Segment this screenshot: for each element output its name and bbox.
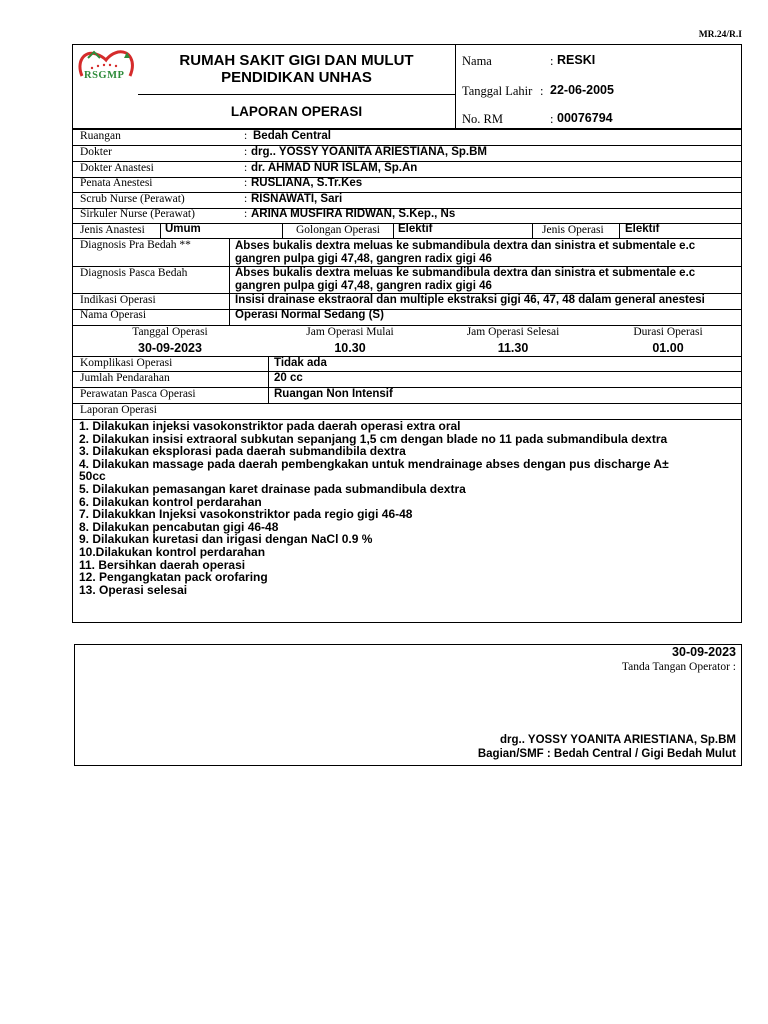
report-line: 2. Dilakukan insisi extraoral subkutan sepanjang 1,5 cm dengan blade no 11 pada submandibula dextra [79,431,668,446]
patient-rm-sep: : [550,112,554,126]
indication-value: Insisi drainase ekstraoral dan multiple ekstraksi gigi 46, 47, 48 dalam general anestesi [235,294,705,306]
anesthesia-type-label: Jenis Anastesi [80,224,145,236]
start-time-value: 10.30 [334,341,366,355]
anesthetist-value: dr. AHMAD NUR ISLAM, Sp.An [251,162,418,174]
hospital-name-line1: RUMAH SAKIT GIGI DAN MULUT [179,52,414,69]
patient-dob: 22-06-2005 [550,83,614,97]
rule [72,403,742,404]
rule [282,223,283,238]
logo-text: RSGMP [84,70,125,81]
operation-date-value: 30-09-2023 [138,341,202,355]
pre-op-diagnosis-line1: Abses bukalis dextra meluas ke submandibula dextra dan sinistra et submentale e.c [235,240,696,252]
operation-name-label: Nama Operasi [80,309,147,321]
header-divider [455,44,456,129]
rule [160,223,161,238]
operation-group-label: Golongan Operasi [296,224,380,236]
anesthetist-label: Dokter Anastesi [80,162,154,174]
anesth-nurse-sep: : [244,177,248,189]
report-line: 5. Dilakukan pemasangan karet drainase pada submandibula dextra [79,481,466,496]
patient-dob-label: Tanggal Lahir [462,84,533,98]
hospital-logo [74,46,138,94]
operation-name-value: Operasi Normal Sedang (S) [235,309,384,321]
patient-name-label: Nama [462,54,492,68]
report-line: 13. Operasi selesai [79,582,188,597]
rule [72,309,742,310]
operator-name: drg.. YOSSY YOANITA ARIESTIANA, Sp.BM [500,734,736,746]
post-care-label: Perawatan Pasca Operasi [80,388,196,400]
patient-dob-sep: : [540,84,544,98]
report-line: 6. Dilakukan kontrol perdarahan [79,494,262,509]
operation-group-value: Elektif [398,223,433,235]
post-op-diagnosis-line2: gangren pulpa gigi 47,48, gangren radix gigi 46 [235,280,492,292]
report-line: 50cc [79,469,106,484]
complication-label: Komplikasi Operasi [80,357,173,369]
anesth-nurse-value: RUSLIANA, S.Tr.Kes [251,177,363,189]
doctor-value: drg.. YOSSY YOANITA ARIESTIANA, Sp.BM [251,146,487,158]
hospital-name-line2: PENDIDIKAN UNHAS [221,69,372,86]
report-line: 8. Dilakukan pencabutan gigi 46-48 [79,519,279,534]
operation-date-label: Tanggal Operasi [132,326,208,338]
room-sep: : [244,130,248,142]
room-value: Bedah Central [253,130,331,142]
report-line: 3. Dilakukan eksplorasi pada daerah submandibila dextra [79,444,406,459]
form-code: MR.24/R.I [698,30,742,40]
report-line: 1. Dilakukan injeksi vasokonstriktor pada daerah operasi extra oral [79,419,461,433]
patient-rm: 00076794 [557,111,613,125]
bleeding-label: Jumlah Pendarahan [80,372,170,384]
patient-name-sep: : [550,54,554,68]
circulating-nurse-sep: : [244,208,248,220]
rule [268,356,269,403]
anesthetist-sep: : [244,162,248,174]
end-time-label: Jam Operasi Selesai [466,326,560,338]
rule [72,177,742,178]
rule [229,238,230,325]
operation-type-value: Elektif [625,223,660,235]
report-line: 7. Dilakukkan Injeksi vasokonstriktor pada regio gigi 46-48 [79,507,413,522]
start-time-label: Jam Operasi Mulai [306,326,394,338]
bleeding-value: 20 cc [274,372,303,384]
rule [72,356,742,357]
post-op-diagnosis-label: Diagnosis Pasca Bedah [80,267,188,279]
signature-date: 30-09-2023 [672,645,736,659]
doctor-label: Dokter [80,146,112,158]
pre-op-diagnosis-line2: gangren pulpa gigi 47,48, gangren radix gigi 46 [235,253,492,265]
scrub-nurse-value: RISNAWATI, Sari [251,193,343,205]
report-title: LAPORAN OPERASI [230,104,363,119]
post-op-diagnosis-line1: Abses bukalis dextra meluas ke submandibula dextra dan sinistra et submentale e.c [235,267,696,279]
indication-label: Indikasi Operasi [80,294,156,306]
anesth-nurse-label: Penata Anestesi [80,177,153,189]
duration-label: Durasi Operasi [633,326,703,338]
report-label: Laporan Operasi [80,404,157,416]
report-line: 10.Dilakukan kontrol perdarahan [79,544,266,559]
rule [532,223,533,238]
duration-value: 01.00 [652,341,684,355]
doctor-sep: : [244,146,248,158]
header-title-rule [138,94,455,95]
operation-type-label: Jenis Operasi [542,224,604,236]
patient-rm-label: No. RM [462,112,503,126]
report-line: 12. Pengangkatan pack orofaring [79,570,268,585]
complication-value: Tidak ada [274,357,327,369]
anesthesia-type-value: Umum [165,223,201,235]
scrub-nurse-sep: : [244,193,248,205]
report-line: 9. Dilakukan kuretasi dan irigasi dengan NaCl 0.9 % [79,532,373,547]
rule [72,371,742,372]
pre-op-diagnosis-label: Diagnosis Pra Bedah ** [80,239,191,251]
circulating-nurse-label: Sirkuler Nurse (Perawat) [80,208,195,220]
report-line: 11. Bersihkan daerah operasi [79,557,246,572]
operator-department: Bagian/SMF : Bedah Central / Gigi Bedah Mulut [477,748,736,760]
patient-name: RESKI [557,53,596,67]
rule [619,223,620,238]
signature-label: Tanda Tangan Operator : [621,661,736,673]
room-label: Ruangan [80,130,121,142]
post-care-value: Ruangan Non Intensif [274,388,393,400]
report-list [79,420,739,596]
end-time-value: 11.30 [497,341,529,355]
rule [393,223,394,238]
circulating-nurse-value: ARINA MUSFIRA RIDWAN, S.Kep., Ns [251,208,456,220]
report-line: 4. Dilakukan massage pada daerah pembengkakan untuk mendrainage abses dengan pus discharge A± [79,456,669,471]
scrub-nurse-label: Scrub Nurse (Perawat) [80,193,185,205]
